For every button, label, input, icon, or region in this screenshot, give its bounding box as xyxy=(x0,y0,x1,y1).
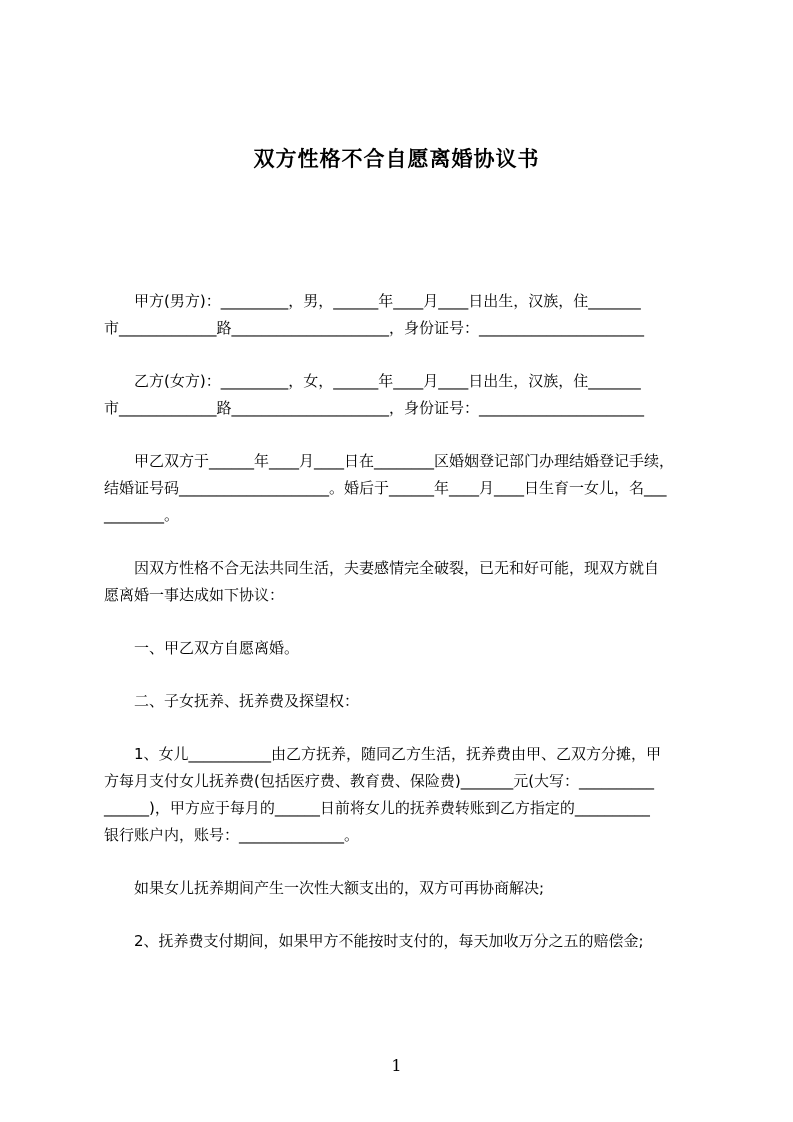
marriage-line-1: 甲乙双方于______年____月____日在________区婚姻登记部门办理结婚登记手续， xyxy=(104,452,675,470)
party-b-line-1: 乙方(女方)：_________，女，______年____月____日出生，汉族，住_______ xyxy=(104,372,641,390)
document-title: 双方性格不合自愿离婚协议书 xyxy=(253,147,540,171)
clause-2-heading: 二、子女抚养、抚养费及探望权： xyxy=(104,692,360,710)
marriage-line-2: 结婚证号码____________________。婚后于______年____月____日生育一女儿，名___ xyxy=(104,479,667,497)
preamble-line-2: 愿离婚一事达成如下协议： xyxy=(104,586,285,604)
party-a-line-1: 甲方(男方)：_________，男，______年____月____日出生，汉族，住_______ xyxy=(104,292,641,310)
clause-1: 一、甲乙双方自愿离婚。 xyxy=(104,639,300,657)
page-number: 1 xyxy=(391,1056,402,1075)
clause-2-item-1-line-2: 方每月支付女儿抚养费(包括医疗费、教育费、保险费)_______元(大写：__________ xyxy=(104,772,655,790)
clause-2-item-1-line-3: ______)，甲方应于每月的______日前将女儿的抚养费转账到乙方指定的__________ xyxy=(104,799,650,817)
clause-2-note: 如果女儿抚养期间产生一次性大额支出的，双方可再协商解决; xyxy=(104,879,545,897)
clause-2-item-2: 2、抚养费支付期间，如果甲方不能按时支付的，每天加收万分之五的赔偿金; xyxy=(104,932,644,950)
marriage-line-3: ________。 xyxy=(104,506,180,524)
clause-2-item-1-line-4: 银行账户内，账号：______________。 xyxy=(104,826,360,844)
preamble-line-1: 因双方性格不合无法共同生活，夫妻感情完全破裂，已无和好可能，现双方就自 xyxy=(104,559,660,577)
party-b-line-2: 市_____________路_____________________，身份证号：______________________ xyxy=(104,399,645,417)
party-a-line-2: 市_____________路_____________________，身份证号：______________________ xyxy=(104,319,645,337)
clause-2-item-1-line-1: 1、女儿___________由乙方抚养，随同乙方生活，抚养费由甲、乙双方分摊，甲 xyxy=(104,745,662,763)
